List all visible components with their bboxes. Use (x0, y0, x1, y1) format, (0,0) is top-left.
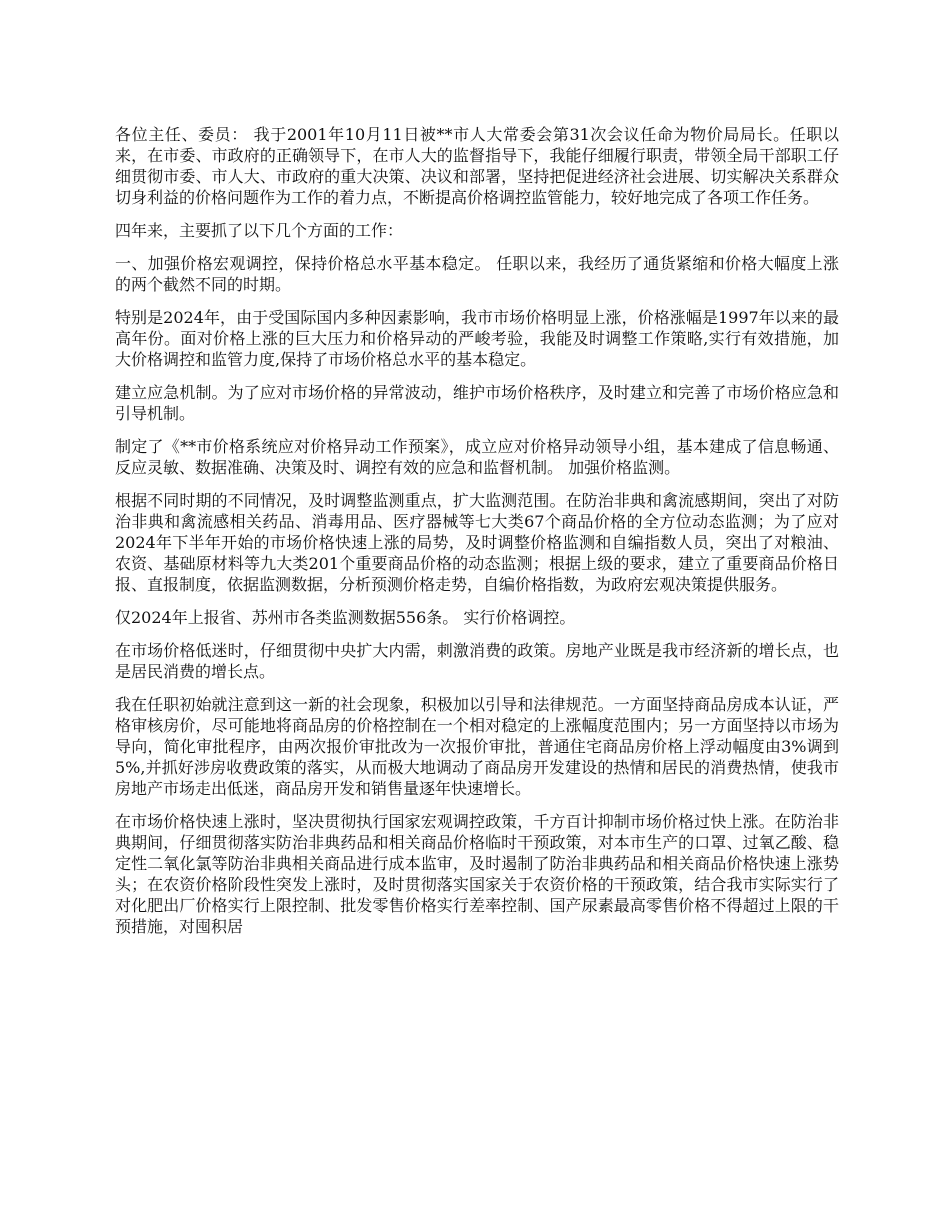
paragraph-monitoring-data-count: 仅2024年上报省、苏州市各类监测数据556条。 实行价格调控。 (115, 608, 576, 627)
paragraph-work-overview: 四年来，主要抓了以下几个方面的工作： (115, 221, 404, 240)
paragraph-price-surge-control: 在市场价格快速上涨时，坚决贯彻执行国家宏观调控政策，千方百计抑制市场价格过快上涨。在防治非典期间，仔细贯彻落实防治非典药品和相关商品价格临时干预政策，对本市生产的口罩、过氧乙酸、稳定性二氧化氯等防治非典相关商品进行成本监审，及时遏制了防治非典药品和相关商品价格快速上涨势头；在农资价格阶段性突发上涨时，及时贯彻落实国家关于农资价格的干预政策，结合我市实际实行了对化肥出厂价格实行上限控制、批发零售价格实行差率控制、国产尿素最高零售价格不得超过上限的干预措施，对囤积居 (115, 812, 839, 936)
paragraph-price-rise-2024: 特别是2024年，由于受国际国内多种因素影响，我市市场价格明显上涨，价格涨幅是1997年以来的最高年份。面对价格上涨的巨大压力和价格异动的严峻考验，我能及时调整工作策略,实行有效措施，加大价格调控和监管力度,保持了市场价格总水平的基本稳定。 (115, 308, 839, 369)
paragraph-section-one-heading: 一、加强价格宏观调控，保持价格总水平基本稳定。 任职以来，我经历了通货紧缩和价格大幅度上涨的两个截然不同的时期。 (115, 254, 839, 294)
paragraph-real-estate: 我在任职初始就注意到这一新的社会现象，积极加以引导和法律规范。一方面坚持商品房成本认证，严格审核房价，尽可能地将商品房的价格控制在一个相对稳定的上涨幅度范围内；另一方面坚持以市场为导向，简化审批程序，由两次报价审批改为一次报价审批，普通住宅商品房价格上浮动幅度由3%调到5%,并抓好涉房收费政策的落实，从而极大地调动了商品房开发建设的热情和居民的消费热情，使我市房地产市场走出低迷，商品房开发和销售量逐年快速增长。 (115, 695, 839, 798)
paragraph-price-monitoring: 根据不同时期的不同情况，及时调整监测重点，扩大监测范围。在防治非典和禽流感期间，突出了对防治非典和禽流感相关药品、消毒用品、医疗器械等七大类67个商品价格的全方位动态监测；为了应对2024年下半年开始的市场价格快速上涨的局势，及时调整价格监测和自编指数人员，突出了对粮油、农资、基础原材料等九大类201个重要商品价格的动态监测；根据上级的要求，建立了重要商品价格日报、直报制度，依据监测数据，分析预测价格走势，自编价格指数，为政府宏观决策提供服务。 (115, 491, 839, 594)
paragraph-greeting-intro: 各位主任、委员： 我于2001年10月11日被**市人大常委会第31次会议任命为物价局局长。任职以来，在市委、市政府的正确领导下，在市人大的监督指导下，我能仔细履行职责，带领全局干部职工仔细贯彻市委、市人大、市政府的重大决策、决议和部署，坚持把促进经济社会进展、切实解决关系群众切身利益的价格问题作为工作的着力点，不断提高价格调控监管能力，较好地完成了各项工作任务。 (115, 125, 839, 207)
paragraph-low-price-policy: 在市场价格低迷时，仔细贯彻中央扩大内需，刺激消费的政策。房地产业既是我市经济新的增长点，也是居民消费的增长点。 (115, 641, 839, 681)
paragraph-emergency-mechanism: 建立应急机制。为了应对市场价格的异常波动，维护市场价格秩序，及时建立和完善了市场价格应急和引导机制。 (115, 383, 839, 423)
paragraph-contingency-plan: 制定了《**市价格系统应对价格异动工作预案》，成立应对价格异动领导小组，基本建成了信息畅通、反应灵敏、数据准确、决策及时、调控有效的应急和监督机制。 加强价格监测。 (115, 437, 839, 477)
document-body (115, 124, 839, 949)
